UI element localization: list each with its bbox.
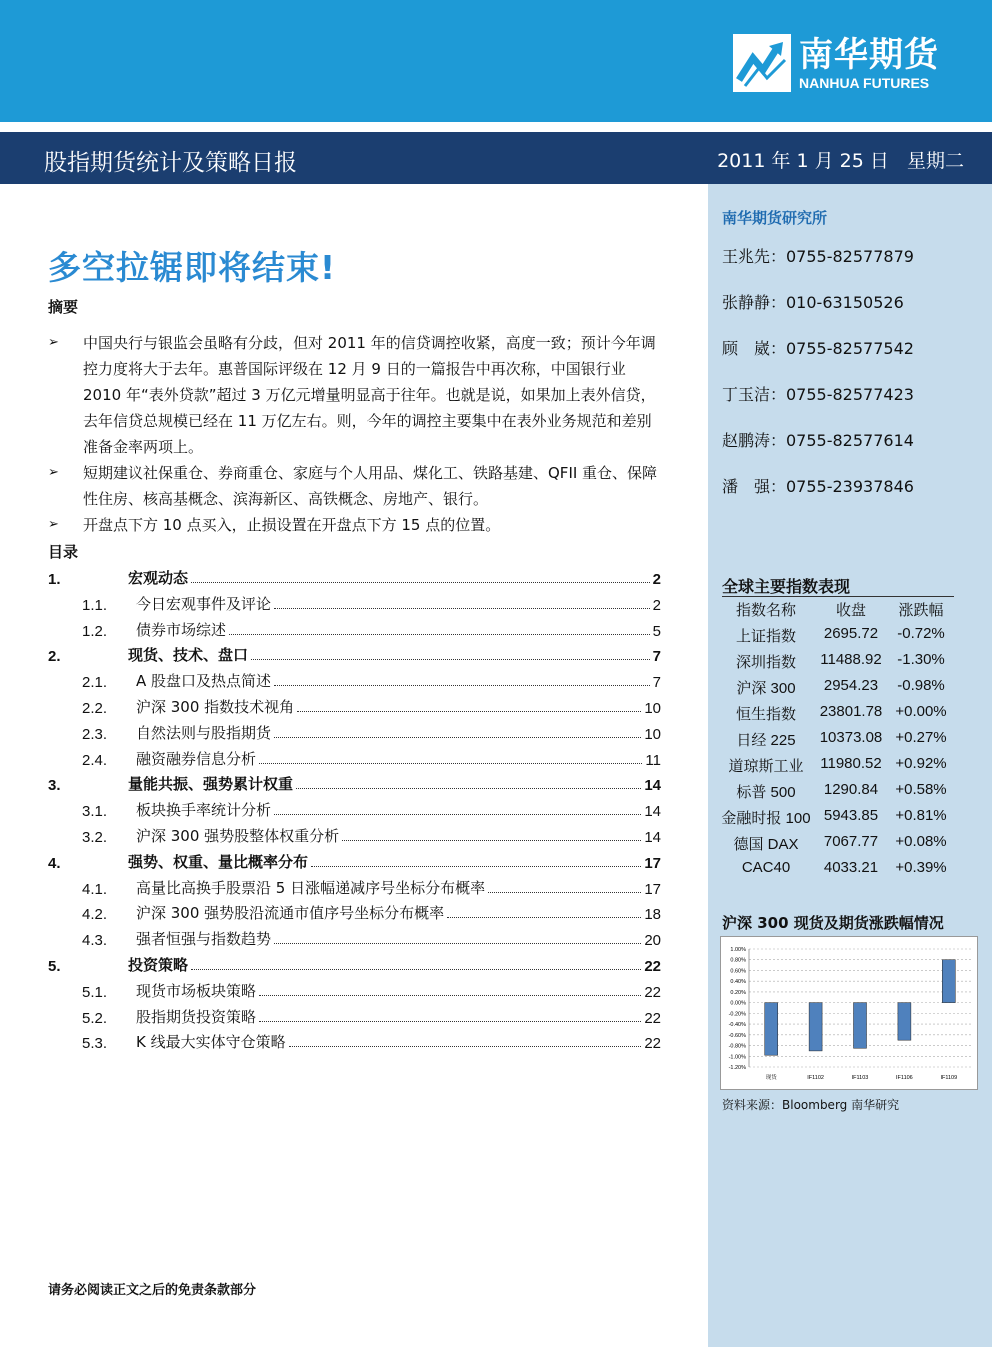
toc-page: 17 — [644, 880, 661, 898]
y-tick-label: -1.20% — [728, 1065, 746, 1071]
toc-number: 2.1. — [82, 674, 108, 692]
toc-title: 现货市场板块策略 — [136, 981, 257, 1000]
toc-title: A 股盘口及热点简述 — [136, 672, 272, 691]
index-close: 10373.08 — [819, 729, 883, 746]
summary-text: 中国央行与银监会虽略有分歧，但对 2011 年的信贷调控收紧，高度一致；预计今年调控力度将大于去年。惠普国际评级在 12 月 9 日的一篇报告中再次称，中国银行业 2010 年“表外贷款”超过 3 万亿元增量明显高于往年。也就是说，如果加上表外信贷，去年信贷总规模已经在 11 万亿左右。则，今年的调控主要集中在表外业务规范和差别准备金率两项上。 — [83, 334, 656, 456]
toc-page: 10 — [644, 725, 661, 743]
toc-number: 2.3. — [82, 725, 108, 743]
toc-leader — [191, 969, 641, 970]
toc-title: 强势、权重、量比概率分布 — [128, 852, 309, 871]
toc-number: 3.2. — [82, 829, 108, 846]
index-table-divider — [722, 596, 954, 597]
toc-number: 5.1. — [82, 983, 108, 1001]
toc-page: 17 — [644, 854, 661, 872]
toc-entry[interactable] — [48, 1028, 661, 1052]
x-tick-label: IF1106 — [896, 1075, 913, 1081]
index-close: 2695.72 — [823, 625, 879, 642]
index-table-row — [720, 833, 960, 859]
toc-number: 5.3. — [82, 1035, 108, 1053]
toc-leader — [259, 995, 641, 996]
y-tick-label: 0.60% — [730, 968, 746, 975]
headline: 多空拉锯即将结束! — [48, 248, 337, 287]
toc-entry[interactable] — [48, 590, 661, 614]
y-tick-label: 0.40% — [730, 979, 746, 986]
toc-number: 3.1. — [82, 803, 108, 821]
index-change: +0.08% — [895, 833, 947, 850]
toc-entry[interactable] — [48, 693, 661, 717]
y-tick-label: -0.20% — [728, 1011, 746, 1018]
toc-title: 沪深 300 强势股沿流通市值序号坐标分布概率 — [136, 904, 445, 923]
summary-item — [48, 460, 663, 512]
toc-entry[interactable] — [48, 874, 661, 898]
summary-list — [48, 330, 663, 538]
summary-text: 短期建议社保重仓、券商重仓、家庭与个人用品、煤化工、铁路基建、QFII 重仓、保障性住房、核高基概念、滨海新区、高铁概念、房地产、银行。 — [83, 464, 658, 508]
toc-entry[interactable] — [48, 616, 661, 640]
index-name: 日经 225 — [736, 732, 796, 749]
toc-number: 1.2. — [82, 622, 108, 640]
toc-entry[interactable] — [48, 899, 661, 923]
toc-entry[interactable] — [48, 1003, 661, 1027]
x-tick-label: 现货 — [765, 1075, 777, 1081]
toc-entry[interactable] — [48, 822, 661, 846]
logo-cn-text: 南华期货 — [799, 35, 939, 75]
toc-leader — [251, 659, 650, 660]
contact-item: 丁玉洁：0755-82577423 — [722, 385, 914, 404]
index-change: 涨跌幅 — [898, 602, 944, 619]
toc-entry[interactable] — [48, 951, 661, 975]
index-change: +0.27% — [895, 729, 947, 746]
toc-title: 融资融券信息分析 — [136, 749, 257, 768]
toc-entry[interactable] — [48, 848, 661, 872]
toc-entry[interactable] — [48, 719, 661, 743]
toc-leader — [191, 582, 650, 583]
x-tick-label: IF1103 — [851, 1075, 869, 1081]
chart-svg — [721, 937, 977, 1089]
toc-leader — [229, 634, 650, 635]
disclaimer-footer: 请务必阅读正文之后的免责条款部分 — [48, 1283, 257, 1298]
toc-page: 10 — [644, 700, 661, 717]
index-name: 深圳指数 — [735, 654, 796, 671]
toc-page: 22 — [644, 1035, 661, 1053]
y-tick-label: 0.20% — [730, 989, 746, 996]
toc-number: 2. — [48, 648, 61, 666]
index-table-row — [720, 625, 960, 651]
index-change: -1.30% — [897, 651, 945, 668]
toc-title: 沪深 300 强势股整体权重分析 — [136, 827, 340, 845]
contact-item: 张静静：010-63150526 — [722, 293, 904, 312]
toc-title: 投资策略 — [128, 956, 189, 974]
toc-entry[interactable] — [48, 770, 661, 794]
bar-chart — [720, 936, 978, 1090]
toc-title: 股指期货投资策略 — [136, 1007, 257, 1026]
toc-number: 1.1. — [82, 596, 108, 614]
chart-title: 沪深 300 现货及期货涨跌幅情况 — [722, 914, 944, 932]
y-tick-label: 0.00% — [730, 1000, 746, 1007]
toc-leader — [274, 943, 641, 944]
toc-leader — [274, 814, 641, 815]
x-tick-label: IF1102 — [807, 1075, 824, 1081]
toc-page: 18 — [644, 906, 661, 924]
index-change: -0.72% — [897, 625, 945, 642]
index-name: 金融时报 100 — [721, 810, 811, 827]
toc-number: 2.2. — [82, 700, 108, 717]
toc-leader — [259, 763, 642, 764]
contact-item: 赵鹏涛：0755-82577614 — [722, 431, 914, 450]
toc-title: K 线最大实体守仓策略 — [136, 1033, 286, 1052]
toc-page: 14 — [644, 777, 661, 795]
company-logo — [733, 34, 939, 92]
y-tick-label: -0.60% — [728, 1032, 746, 1039]
contact-item: 顾 崴：0755-82577542 — [722, 339, 914, 358]
report-title: 股指期货统计及策略日报 — [44, 150, 297, 176]
logo-en-text: NANHUA FUTURES — [799, 75, 930, 91]
index-table-row — [720, 807, 960, 833]
bar — [765, 1003, 778, 1056]
toc-leader — [447, 917, 641, 918]
y-tick-label: -0.80% — [728, 1043, 746, 1050]
index-close: 收盘 — [835, 602, 866, 619]
toc-leader — [342, 840, 641, 841]
index-name: CAC40 — [741, 859, 791, 876]
index-change: +0.39% — [895, 859, 947, 876]
toc-number: 4. — [48, 854, 61, 872]
bar — [942, 960, 955, 1003]
toc-page: 14 — [644, 803, 661, 821]
index-change: +0.81% — [895, 807, 947, 824]
index-change: +0.00% — [895, 703, 947, 720]
index-name: 道琼斯工业 — [728, 758, 804, 775]
index-close: 11980.52 — [820, 755, 882, 772]
toc-leader — [297, 711, 641, 712]
toc-title: 强者恒强与指数趋势 — [136, 930, 272, 949]
toc-leader — [488, 892, 641, 893]
bar — [898, 1003, 911, 1041]
index-table-title: 全球主要指数表现 — [722, 577, 851, 596]
toc-number: 5.2. — [82, 1009, 108, 1027]
summary-item — [48, 512, 663, 538]
toc-leader — [311, 866, 641, 867]
toc-number: 3. — [48, 777, 61, 795]
toc-page: 2 — [652, 571, 661, 588]
bar — [854, 1003, 867, 1049]
arrow-bullet-icon: ➢ — [48, 465, 59, 480]
toc-entry[interactable] — [48, 641, 661, 665]
index-name: 上证指数 — [735, 628, 796, 645]
toc-title: 自然法则与股指期货 — [136, 723, 272, 742]
toc-entry[interactable] — [48, 925, 661, 949]
index-change: +0.58% — [895, 781, 947, 798]
toc-page: 22 — [644, 1009, 661, 1027]
toc-number: 5. — [48, 958, 61, 975]
toc-title: 板块换手率统计分析 — [136, 801, 272, 820]
contact-item: 王兆先：0755-82577879 — [722, 247, 914, 266]
summary-text: 开盘点下方 10 点买入，止损设置在开盘点下方 15 点的位置。 — [83, 516, 501, 534]
toc-entry[interactable] — [48, 977, 661, 1001]
toc-entry[interactable] — [48, 564, 661, 588]
index-change: -0.98% — [897, 677, 945, 694]
index-close: 1290.84 — [823, 781, 879, 798]
y-tick-label: 1.00% — [730, 947, 746, 953]
index-table-row — [720, 859, 960, 885]
toc-title: 沪深 300 指数技术视角 — [136, 698, 295, 716]
index-name: 恒生指数 — [735, 706, 796, 723]
index-table-row — [720, 703, 960, 729]
index-close: 11488.92 — [820, 651, 882, 668]
toc-leader — [274, 737, 641, 738]
title-banner — [0, 132, 992, 184]
toc-page: 11 — [645, 751, 661, 769]
index-name: 沪深 300 — [736, 680, 796, 697]
toc-title: 宏观动态 — [128, 569, 189, 587]
contact-item: 潘 强：0755-23937846 — [722, 477, 914, 496]
toc-entry[interactable] — [48, 796, 661, 820]
toc-number: 4.2. — [82, 906, 108, 924]
x-tick-label: IF1109 — [940, 1075, 958, 1081]
arrow-bullet-icon: ➢ — [48, 517, 59, 532]
index-table-header — [720, 599, 960, 625]
index-table-row — [720, 651, 960, 677]
toc-number: 4.1. — [82, 880, 108, 898]
logo-mark-icon — [733, 34, 791, 92]
toc-number: 2.4. — [82, 751, 108, 769]
summary-item — [48, 330, 663, 460]
toc-leader — [289, 1046, 642, 1047]
index-name: 德国 DAX — [733, 836, 799, 853]
y-tick-label: -1.00% — [728, 1054, 746, 1061]
toc-title: 量能共振、强势累计权重 — [128, 775, 294, 794]
toc-leader — [274, 608, 650, 609]
index-table-row — [720, 729, 960, 755]
toc-leader — [296, 788, 641, 789]
toc-title: 债券市场综述 — [136, 620, 227, 639]
index-close: 23801.78 — [819, 703, 883, 720]
toc-title: 现货、技术、盘口 — [128, 646, 249, 665]
index-name: 标普 500 — [736, 784, 796, 801]
summary-label: 摘要 — [48, 298, 79, 316]
toc-page: 20 — [644, 932, 661, 950]
toc-label: 目录 — [48, 543, 79, 561]
toc-entry[interactable] — [48, 667, 661, 691]
index-close: 5943.85 — [823, 807, 879, 824]
arrow-bullet-icon: ➢ — [48, 335, 59, 350]
index-change: +0.92% — [895, 755, 947, 772]
toc-page: 22 — [644, 958, 661, 975]
toc-page: 5 — [652, 622, 661, 640]
toc-page: 7 — [652, 674, 661, 692]
index-name: 指数名称 — [735, 602, 796, 619]
toc-leader — [259, 1021, 641, 1022]
toc-number: 4.3. — [82, 932, 108, 950]
report-date: 2011 年 1 月 25 日 星期二 — [717, 150, 964, 172]
index-table-row — [720, 677, 960, 703]
source-note: 资料来源：Bloomberg 南华研究 — [722, 1098, 900, 1112]
bar — [809, 1003, 822, 1051]
y-tick-label: -0.40% — [728, 1022, 746, 1029]
index-table-row — [720, 755, 960, 781]
toc-leader — [274, 685, 650, 686]
toc-page: 14 — [644, 829, 661, 846]
toc-page: 22 — [644, 983, 661, 1001]
index-close: 7067.77 — [823, 833, 879, 850]
index-close: 2954.23 — [823, 677, 879, 694]
toc-page: 7 — [652, 648, 661, 666]
toc-entry[interactable] — [48, 745, 661, 769]
toc-page: 2 — [652, 596, 661, 614]
toc-title: 高量比高换手股票沿 5 日涨幅递减序号坐标分布概率 — [136, 878, 486, 897]
toc-title: 今日宏观事件及评论 — [136, 594, 272, 613]
index-table-row — [720, 781, 960, 807]
y-tick-label: 0.80% — [730, 957, 746, 964]
institute-name: 南华期货研究所 — [722, 209, 828, 227]
index-close: 4033.21 — [823, 859, 879, 876]
toc-number: 1. — [48, 571, 61, 588]
